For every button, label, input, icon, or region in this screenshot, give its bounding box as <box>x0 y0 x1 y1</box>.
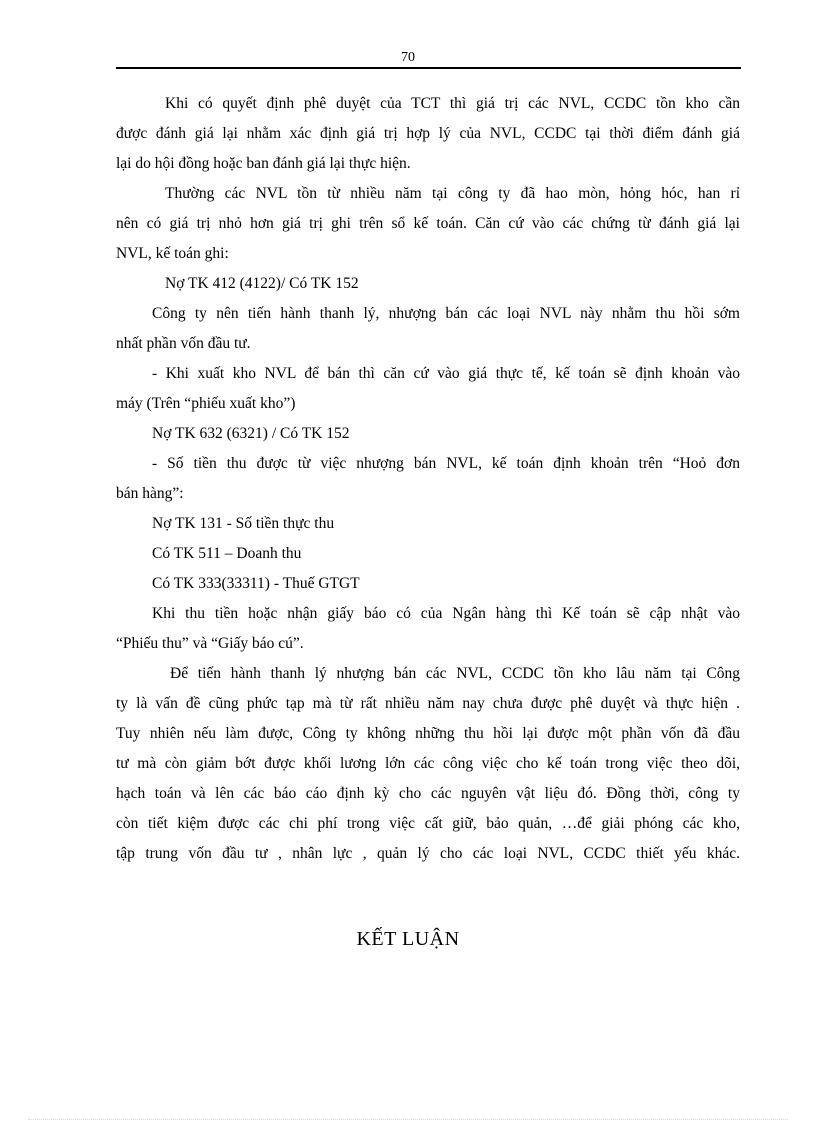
paragraph-proceeds <box>116 449 740 509</box>
text-line: - Số tiền thu được từ việc nhượng bán NVL, kế toán định khoản trên “Hoỏ đơn <box>152 455 740 472</box>
text-line: “Phiếu thu” và “Giấy báo cú”. <box>116 635 304 652</box>
text-line: Thường các NVL tồn từ nhiều năm tại công ty đã hao mòn, hỏng hóc, han rỉ <box>165 185 740 202</box>
accounting-entry: Có TK 333(33311) - Thuế GTGT <box>152 575 360 592</box>
text-line: Khi có quyết định phê duyệt của TCT thì giá trị các NVL, CCDC tồn kho cần <box>165 95 740 112</box>
accounting-entry: Có TK 511 – Doanh thu <box>152 545 302 562</box>
page-number: 70 <box>401 50 415 65</box>
text-line: tư mà còn giảm bớt được khối lương lớn các công việc cho kế toán trong việc theo dõi, <box>116 755 740 772</box>
paragraph-liquidation <box>116 299 740 359</box>
text-line: - Khi xuất kho NVL để bán thì căn cứ vào giá thực tế, kế toán sẽ định khoản vào <box>152 365 740 382</box>
paragraph-summary <box>116 659 740 869</box>
body-text <box>116 89 740 869</box>
text-line: Tuy nhiên nếu làm được, Công ty không những thu hồi lại được một phần vốn đã đầu <box>116 725 740 742</box>
accounting-entry: Nợ TK 131 - Số tiền thực thu <box>152 515 335 532</box>
paragraph-reevaluation <box>116 89 740 179</box>
page-bottom-border <box>28 1119 788 1120</box>
text-line: nên có giá trị nhỏ hơn giá trị ghi trên sổ kế toán. Căn cứ vào các chứng từ đánh giá lại <box>116 215 740 232</box>
text-line: tập trung vốn đầu tư , nhân lực , quản lý cho các loại NVL, CCDC thiết yếu khác. <box>116 845 740 862</box>
paragraph-depreciation <box>116 179 740 269</box>
text-line: được đánh giá lại nhằm xác định giá trị hợp lý của NVL, CCDC tại thời điểm đánh giá <box>116 125 740 142</box>
text-line: Công ty nên tiến hành thanh lý, nhượng bán các loại NVL này nhằm thu hồi sớm <box>152 305 740 322</box>
header-rule <box>116 67 741 69</box>
text-line: máy (Trên “phiếu xuất kho”) <box>116 395 296 412</box>
text-line: hạch toán và lên các báo cáo định kỳ cho các nguyên vật liệu đó. Đồng thời, công ty <box>116 785 740 802</box>
text-line: lại do hội đồng hoặc ban đánh giá lại thực hiện. <box>116 155 411 172</box>
accounting-entry: Nợ TK 632 (6321) / Có TK 152 <box>152 425 350 442</box>
paragraph-export <box>116 359 740 419</box>
text-line: còn tiết kiệm được các chi phí trong việc cất giữ, bảo quản, …để giải phóng các kho, <box>116 815 740 832</box>
text-line: ty là vấn đề cũng phức tạp mà từ rất nhiều năm nay chưa được phê duyệt và thực hiện . <box>116 695 740 712</box>
text-line: Để tiến hành thanh lý nhượng bán các NVL, CCDC tồn kho lâu năm tại Công <box>170 665 740 682</box>
text-line: nhất phần vốn đầu tư. <box>116 335 251 352</box>
conclusion-heading: KẾT LUẬN <box>356 928 460 950</box>
paragraph-receipt <box>116 599 740 659</box>
text-line: Khi thu tiền hoặc nhận giấy báo có của Ngân hàng thì Kế toán sẽ cập nhật vào <box>152 605 740 622</box>
accounting-entry: Nợ TK 412 (4122)/ Có TK 152 <box>165 275 359 292</box>
text-line: NVL, kế toán ghi: <box>116 245 229 262</box>
text-line: bán hàng”: <box>116 485 184 502</box>
